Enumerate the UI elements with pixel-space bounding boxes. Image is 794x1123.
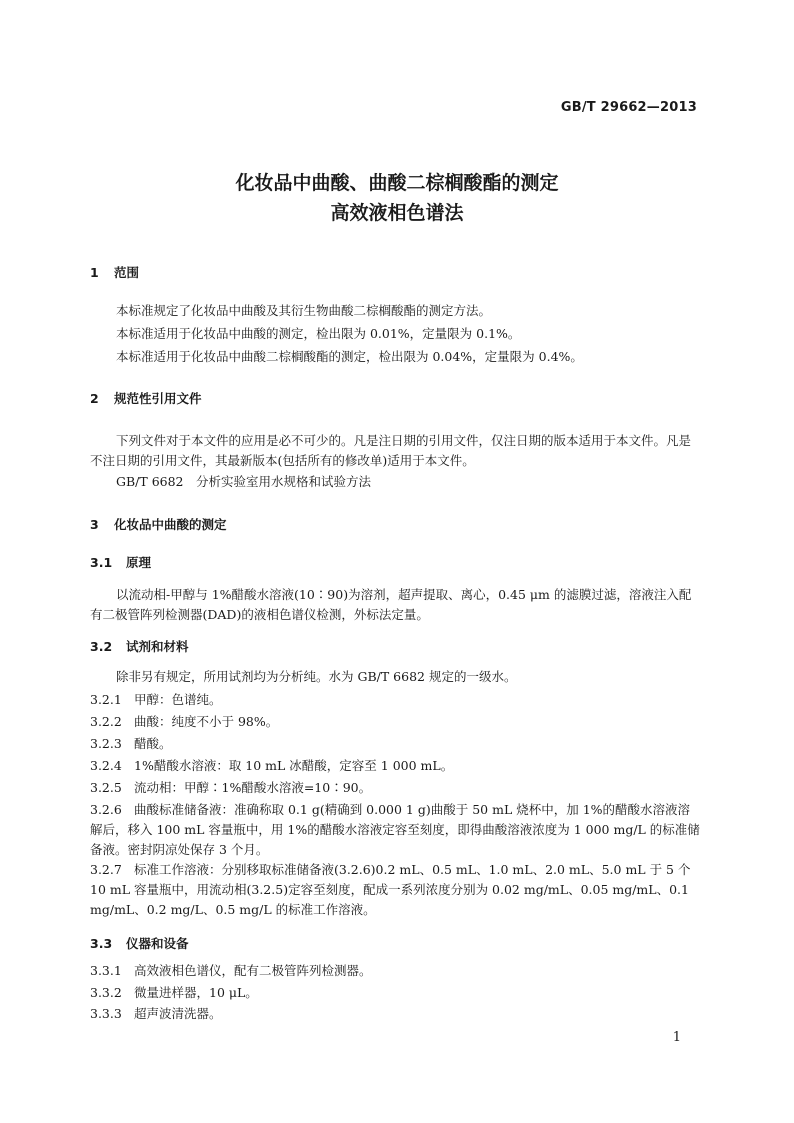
- list-item: 3.2.7 标准工作溶液：分别移取标准储备液(3.2.6)0.2 mL、0.5 mL、1.0 mL、2.0 mL、5.0 mL 于 5 个 10 mL 容量瓶中，用流动相(3.2.5)定容至刻度，配成一系列浓度分别为 0.02 mg/mL、0.05 mg/mL、0.1 mg/mL、0.2 mg/L、0.5 mg/L 的标准工作溶液。: [90, 862, 691, 917]
- section-1-heading: [90, 263, 139, 281]
- section-title: 试剂和材料: [126, 639, 189, 654]
- paragraph: 本标准适用于化妆品中曲酸二棕榈酸酯的测定，检出限为 0.04%，定量限为 0.4%。: [116, 349, 583, 364]
- section-number: 3: [90, 517, 99, 532]
- standard-number: GB/T 29662—2013: [560, 100, 697, 115]
- page-number: 1: [672, 1030, 681, 1045]
- list-item: 3.2.2 曲酸：纯度不小于 98%。: [90, 714, 279, 729]
- section-number: 3.1: [90, 555, 113, 570]
- section-title: 范围: [114, 265, 140, 280]
- section-number: 3.2: [90, 639, 113, 654]
- list-item: 3.2.6 曲酸标准储备液：准确称取 0.1 g(精确到 0.000 1 g)曲酸于 50 mL 烧杯中，加 1%的醋酸水溶液溶解后，移入 100 mL 容量瓶中，用 1%的醋酸水溶液定容至刻度，即得曲酸溶液浓度为 1 000 mg/L 的标准储备液。密封阴凉处保存 3 个月。: [90, 802, 700, 857]
- section-3-1-heading: [90, 553, 151, 571]
- list-item: 3.3.3 超声波清洗器。: [90, 1006, 222, 1021]
- paragraph: 下列文件对于本文件的应用是必不可少的。凡是注日期的引用文件，仅注日期的版本适用于本文件。凡是不注日期的引用文件，其最新版本(包括所有的修改单)适用于本文件。: [90, 433, 692, 468]
- list-item: 3.2.1 甲醇：色谱纯。: [90, 692, 222, 707]
- section-number: 2: [90, 391, 99, 406]
- section-number: 1: [90, 265, 99, 280]
- section-3-2-heading: [90, 637, 189, 655]
- list-item: 3.3.1 高效液相色谱仪，配有二极管阵列检测器。: [90, 963, 372, 978]
- section-2-heading: [90, 389, 202, 407]
- normative-reference: GB/T 6682 分析实验室用水规格和试验方法: [116, 474, 372, 489]
- section-title: 原理: [126, 555, 152, 570]
- section-title: 化妆品中曲酸的测定: [114, 517, 227, 532]
- paragraph: 本标准规定了化妆品中曲酸及其衍生物曲酸二棕榈酸酯的测定方法。: [116, 303, 492, 318]
- paragraph: 除非另有规定，所用试剂均为分析纯。水为 GB/T 6682 规定的一级水。: [116, 669, 517, 684]
- section-title: 仪器和设备: [126, 936, 189, 951]
- section-3-3-heading: [90, 934, 189, 952]
- paragraph: 以流动相-甲醇与 1%醋酸水溶液(10∶90)为溶剂，超声提取、离心，0.45 μm 的滤膜过滤，溶液注入配有二极管阵列检测器(DAD)的液相色谱仪检测，外标法定量。: [90, 587, 692, 622]
- list-item: 3.2.5 流动相：甲醇∶1%醋酸水溶液=10∶90。: [90, 780, 372, 795]
- section-3-heading: [90, 515, 227, 533]
- list-item: 3.2.4 1%醋酸水溶液：取 10 mL 冰醋酸，定容至 1 000 mL。: [90, 758, 454, 773]
- paragraph: 本标准适用于化妆品中曲酸的测定，检出限为 0.01%，定量限为 0.1%。: [116, 326, 521, 341]
- document-title: 化妆品中曲酸、曲酸二棕榈酸酯的测定: [235, 172, 559, 194]
- list-item: 3.3.2 微量进样器，10 μL。: [90, 985, 258, 1000]
- section-title: 规范性引用文件: [114, 391, 202, 406]
- section-number: 3.3: [90, 936, 113, 951]
- document-subtitle: 高效液相色谱法: [330, 202, 464, 224]
- list-item: 3.2.3 醋酸。: [90, 736, 172, 751]
